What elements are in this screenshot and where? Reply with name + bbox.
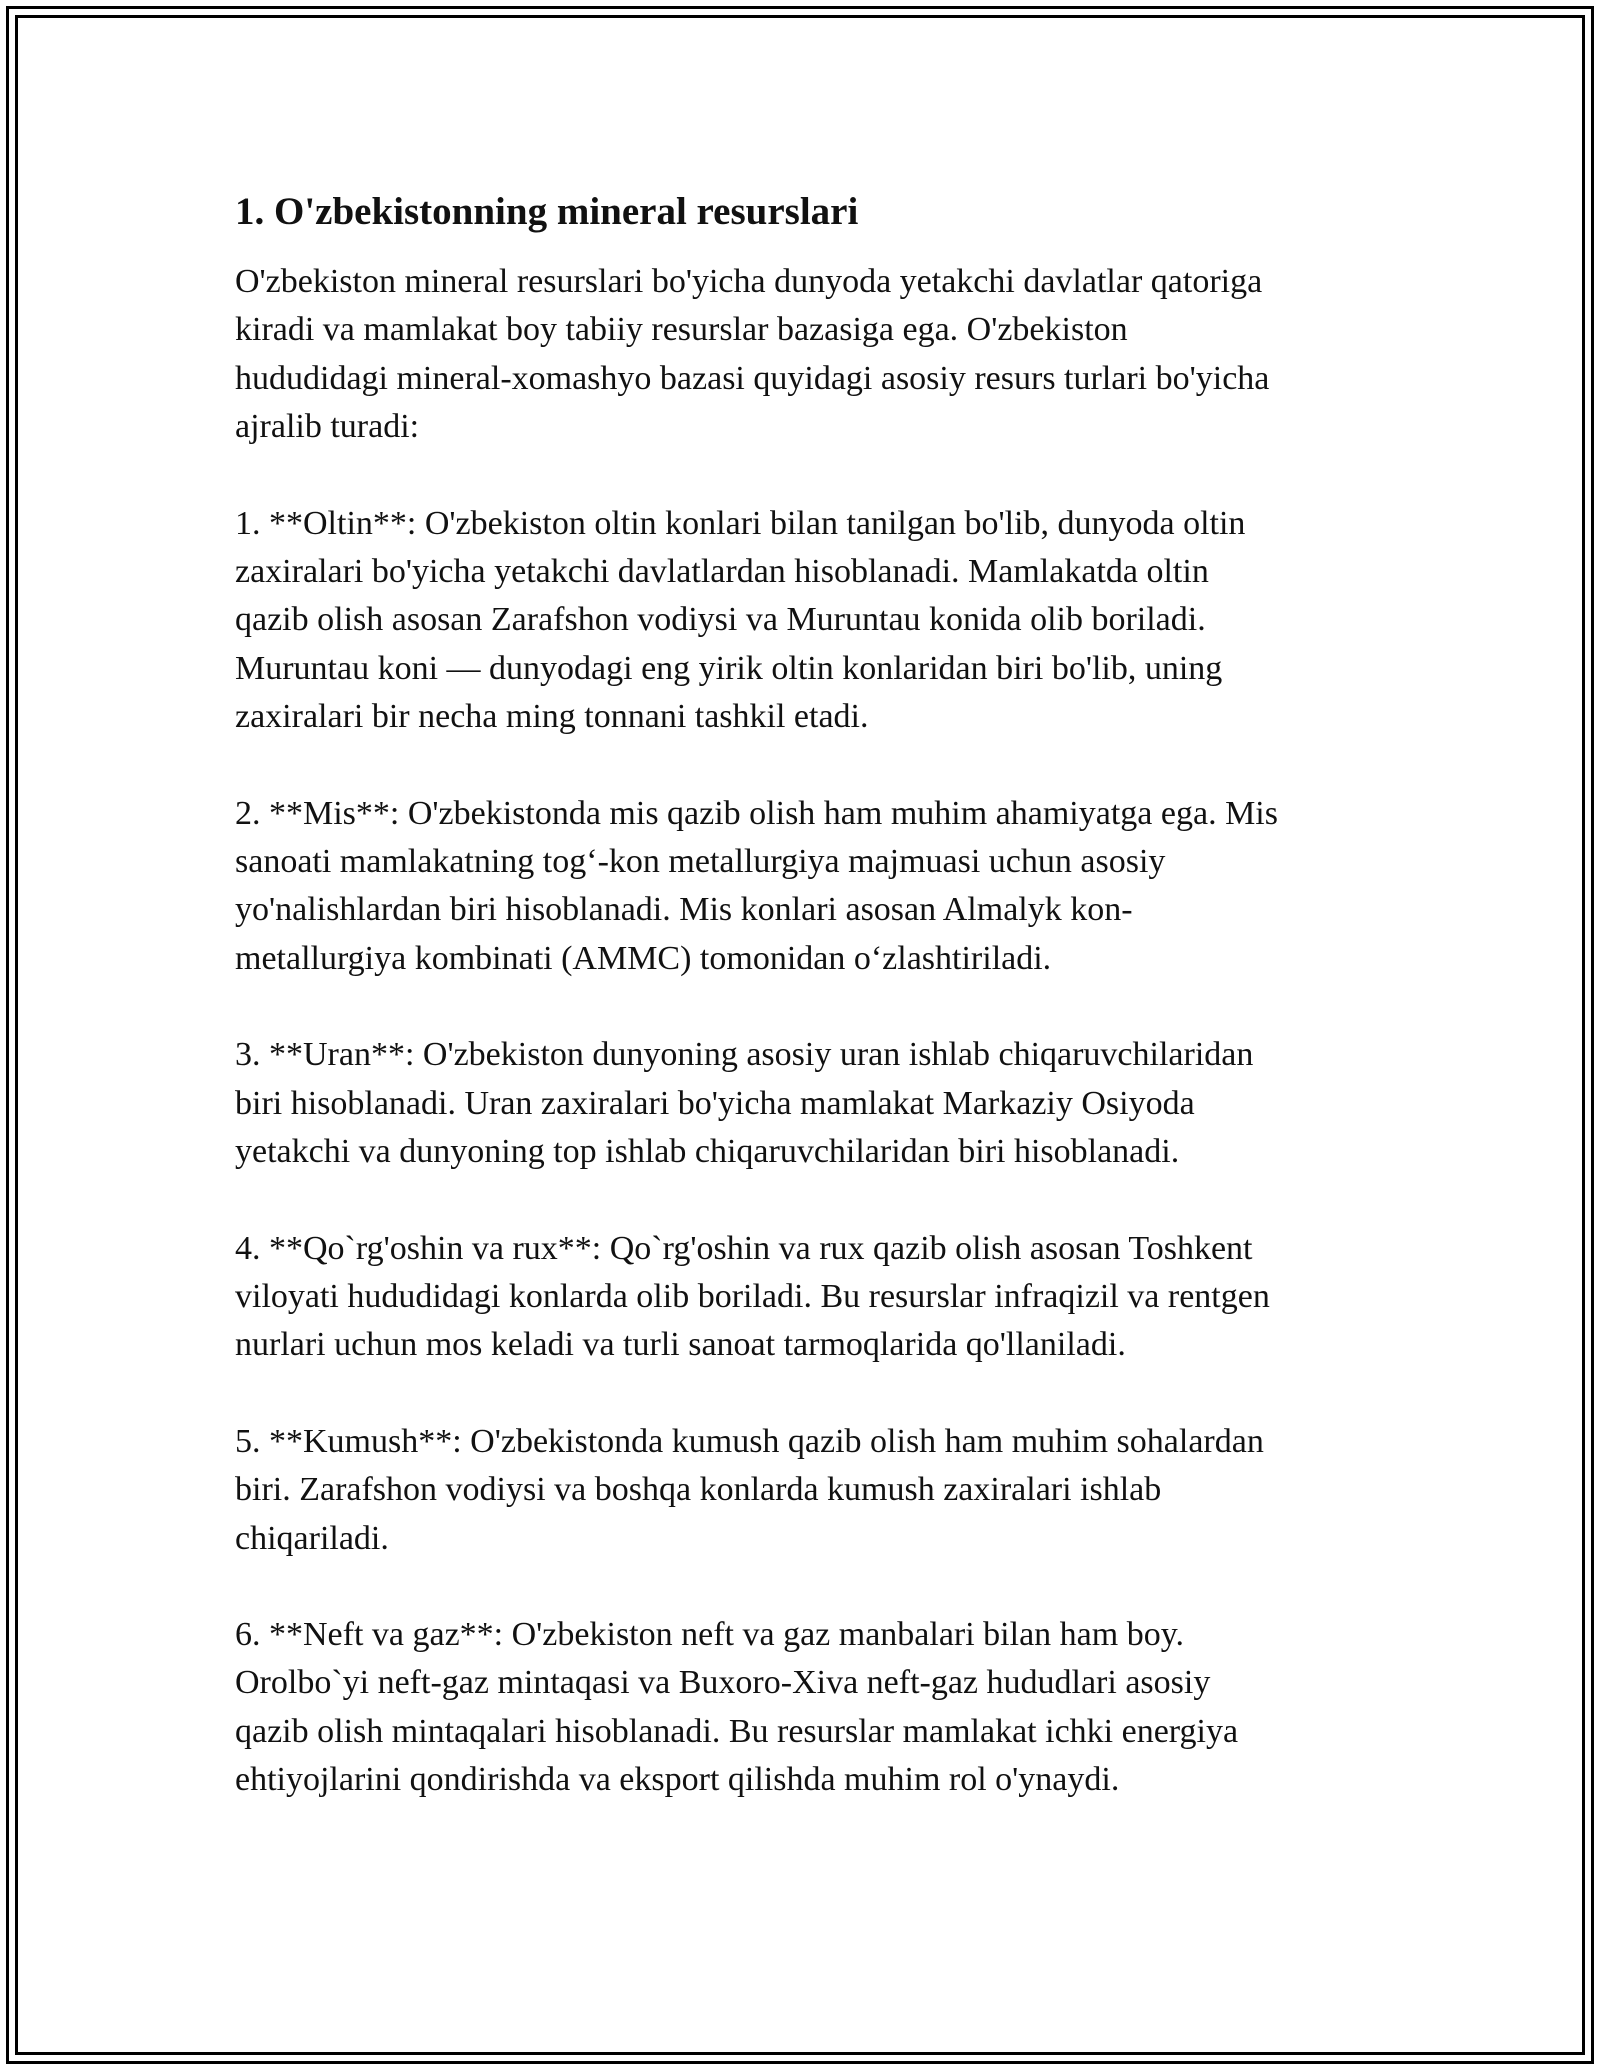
- intro-paragraph: O'zbekiston mineral resurslari bo'yicha dunyoda yetakchi davlatlar qatoriga kiradi va mamlakat boy tabiiy resurslar bazasiga ega. O'zbekiston hududidagi mineral-xomashyo bazasi quyidagi asosiy resurs turlari bo'yicha ajralib turadi:: [235, 263, 1270, 446]
- paragraph-silver: 5. **Kumush**: O'zbekistonda kumush qazib olish ham muhim sohalardan biri. Zarafshon vodiysi va boshqa konlarda kumush zaxiralari ishlab chiqariladi.: [235, 1422, 1264, 1557]
- paragraph-oil-gas: 6. **Neft va gaz**: O'zbekiston neft va gaz manbalari bilan ham boy. Orolbo`yi neft-gaz mintaqasi va Buxoro-Xiva neft-gaz hududlari asosiy qazib olish mintaqalari hisoblanadi. Bu resurslar mamlakat ichki energiya ehtiyojlarini qondirishda va eksport qilishda muhim rol o'ynaydi.: [235, 1615, 1239, 1799]
- paragraph-uranium: 3. **Uran**: O'zbekiston dunyoning asosiy uran ishlab chiqaruvchilaridan biri hisoblanadi. Uran zaxiralari bo'yicha mamlakat Markaziy Osiyoda yetakchi va dunyoning top ishlab chiqaruvchilaridan biri hisoblanadi.: [235, 1036, 1254, 1171]
- paragraph-lead-zinc: 4. **Qo`rg'oshin va rux**: Qo`rg'oshin va rux qazib olish asosan Toshkent viloyati hududidagi konlarda olib boriladi. Bu resurslar infraqizil va rentgen nurlari uchun mos keladi va turli sanoat tarmoqlarida qo'llaniladi.: [235, 1229, 1270, 1364]
- document-body: [235, 186, 1365, 1805]
- paragraph-gold: 1. **Oltin**: O'zbekiston oltin konlari bilan tanilgan bo'lib, dunyoda oltin zaxiralari bo'yicha yetakchi davlatlardan hisoblanadi. Mamlakatda oltin qazib olish asosan Zarafshon vodiysi va Muruntau konida olib boriladi. Muruntau koni — dunyodagi eng yirik oltin konlaridan biri bo'lib, uning zaxiralari bir necha ming tonnani tashkil etadi.: [235, 504, 1246, 736]
- paragraph-copper: 2. **Mis**: O'zbekistonda mis qazib olish ham muhim ahamiyatga ega. Mis sanoati mamlakatning tog‘-kon metallurgiya majmuasi uchun asosiy yo'nalishlardan biri hisoblanadi. Mis konlari asosan Almalyk kon- metallurgiya kombinati (AMMC) tomonidan o‘zlashtiriladi.: [235, 794, 1278, 977]
- document-title: 1. O'zbekistonning mineral resurslari: [235, 190, 859, 233]
